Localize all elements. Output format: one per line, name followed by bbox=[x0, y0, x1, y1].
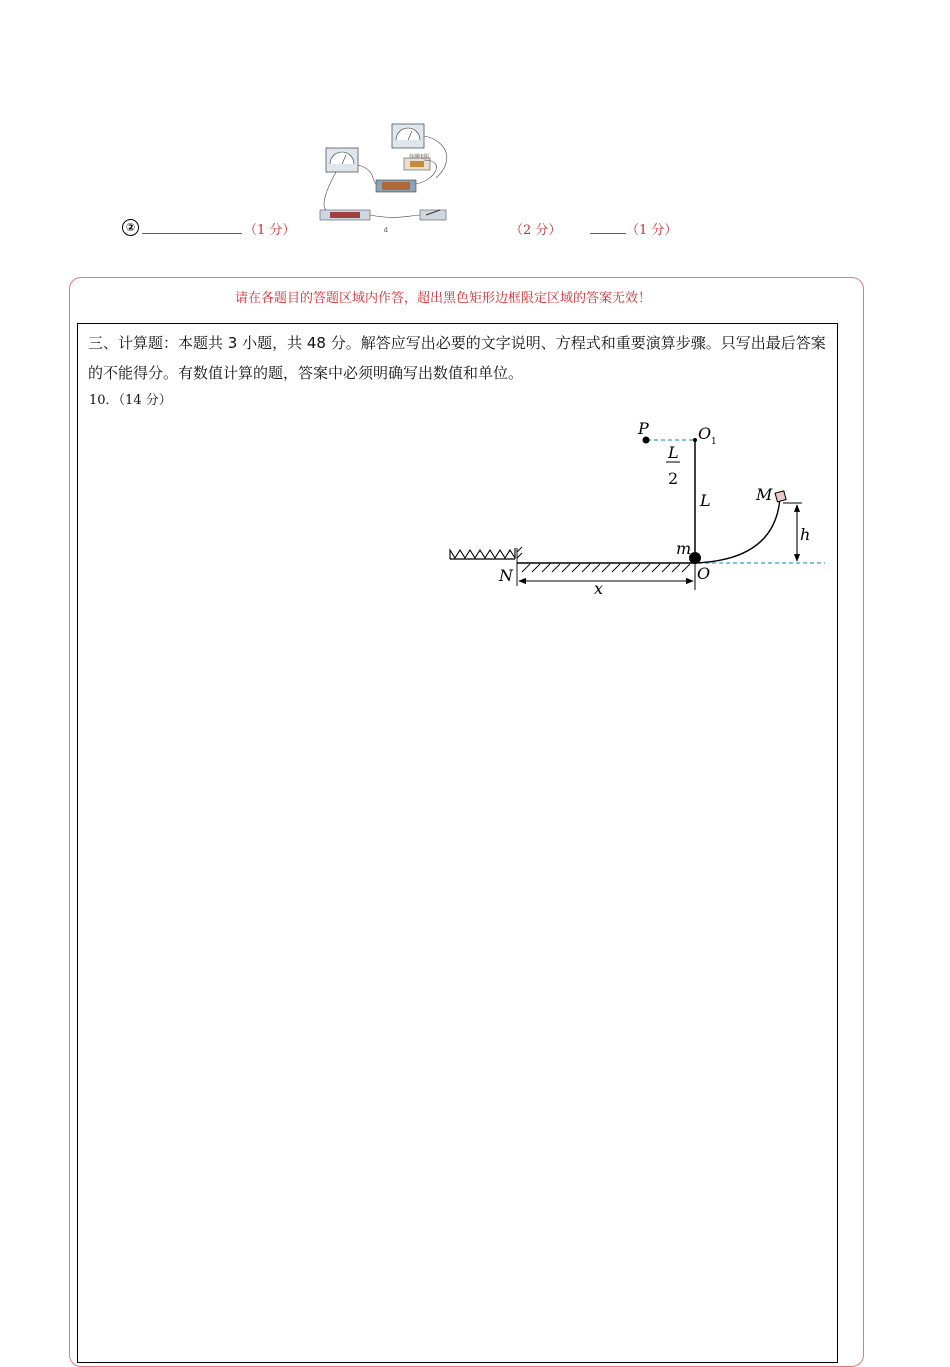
circled-number: ② bbox=[122, 219, 139, 236]
score-label-3: （1 分） bbox=[626, 223, 678, 238]
label-O: O bbox=[697, 564, 711, 583]
label-L-half-denominator: 2 bbox=[668, 469, 679, 488]
label-h: h bbox=[800, 525, 811, 544]
ground-hatching bbox=[522, 564, 690, 572]
device-label: 待测电阻 bbox=[409, 154, 430, 160]
answer-blank-1[interactable] bbox=[142, 219, 242, 234]
score-label-1: （1 分） bbox=[244, 223, 296, 238]
physics-figure bbox=[440, 418, 840, 602]
label-L-half-numerator: L bbox=[668, 443, 679, 462]
label-P: P bbox=[638, 419, 649, 438]
label-O1-subscript: 1 bbox=[711, 437, 717, 447]
label-x: x bbox=[594, 579, 604, 598]
score-label-2: （2 分） bbox=[510, 223, 562, 238]
answer-blank-2[interactable] bbox=[590, 219, 626, 234]
block-M bbox=[775, 491, 786, 502]
label-M: M bbox=[756, 485, 773, 504]
answer-area-warning: 请在各题目的答题区域内作答，超出黑色矩形边框限定区域的答案无效！ bbox=[234, 291, 651, 306]
label-N: N bbox=[499, 566, 513, 585]
section-instructions: 三、计算题：本题共 3 小题，共 48 分。解答应写出必要的文字说明、方程式和重要演算步骤。只写出最后答案的不能得分。有数值计算的题，答案中必须明确写出数值和单位。 bbox=[88, 334, 826, 382]
circuit-letter: d bbox=[384, 227, 388, 234]
answer-row bbox=[0, 218, 950, 242]
spring-wall bbox=[517, 547, 522, 586]
question-number: 10．（14 分） bbox=[89, 393, 172, 408]
label-m: m bbox=[676, 539, 692, 558]
label-O1: O bbox=[698, 424, 712, 443]
spring bbox=[450, 550, 515, 559]
label-L: L bbox=[700, 491, 711, 510]
